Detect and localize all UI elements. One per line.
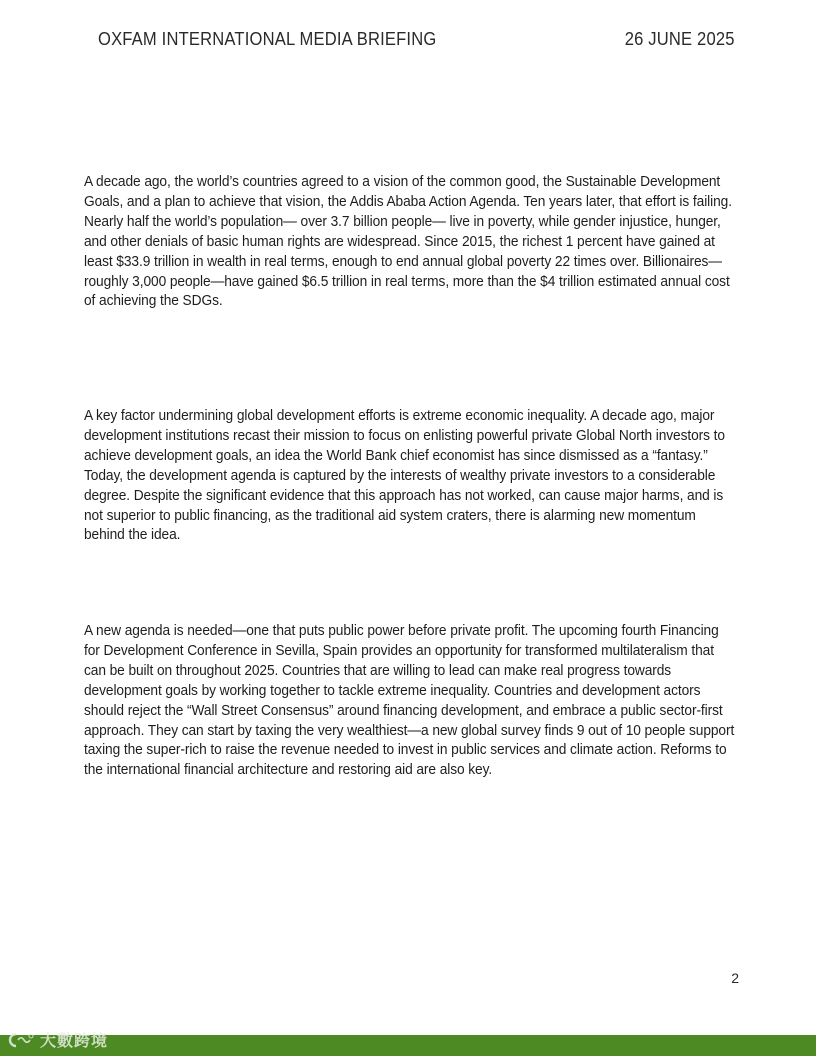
header-date: 26 JUNE 2025 bbox=[624, 28, 735, 49]
watermark bbox=[6, 1028, 108, 1051]
page-header bbox=[98, 27, 735, 51]
header-title: OXFAM INTERNATIONAL MEDIA BRIEFING bbox=[98, 28, 437, 49]
paragraph-2: A key factor undermining global development efforts is extreme economic inequality. A decade ago, major development institutions recast their mission to focus on enlisting powerful private Global North investors to achieve development goals, an idea the World Bank chief economist has since dismissed as a “fantasy.” Today, the development agenda is captured by the interests of wealthy private investors to a considerable degree. Despite the significant evidence that this approach has not worked, can cause major harms, and is not superior to public financing, as the traditional aid system craters, there is alarming new momentum behind the idea. bbox=[84, 407, 725, 544]
paragraph-1: A decade ago, the world’s countries agreed to a vision of the common good, the Sustainable Development Goals, and a plan to achieve that vision, the Addis Ababa Action Agenda. Ten years later, that effort is failing. Nearly half the world’s population— over 3.7 billion people— live in poverty, while gender injustice, hunger, and other denials of basic human rights are widespread. Since 2015, the richest 1 percent have gained at least $33.9 trillion in wealth in real terms, enough to end annual global poverty 22 times over. Billionaires—roughly 3,000 people—have gained $6.5 trillion in real terms, more than the $4 trillion estimated annual cost of achieving the SDGs. bbox=[84, 173, 732, 310]
paragraph-3: A new agenda is needed—one that puts public power before private profit. The upcoming fourth Financing for Development Conference in Sevilla, Spain provides an opportunity for transformed multilateralism that can be built on throughout 2025. Countries that are willing to lead can make real progress towards development goals by working together to tackle extreme inequality. Countries and development actors should reject the “Wall Street Consensus” around financing development, and embrace a public sector-first approach. They can start by taxing the very wealthiest—a new global survey finds 9 out of 10 people support taxing the super-rich to raise the revenue needed to invest in public services and climate action. Reforms to the international financial architecture and restoring aid are also key. bbox=[84, 622, 735, 779]
footer-bar bbox=[0, 1035, 816, 1056]
watermark-text: 大數跨境 bbox=[40, 1031, 109, 1050]
page-number: 2 bbox=[731, 970, 739, 986]
watermark-logo-icon bbox=[6, 1031, 36, 1049]
